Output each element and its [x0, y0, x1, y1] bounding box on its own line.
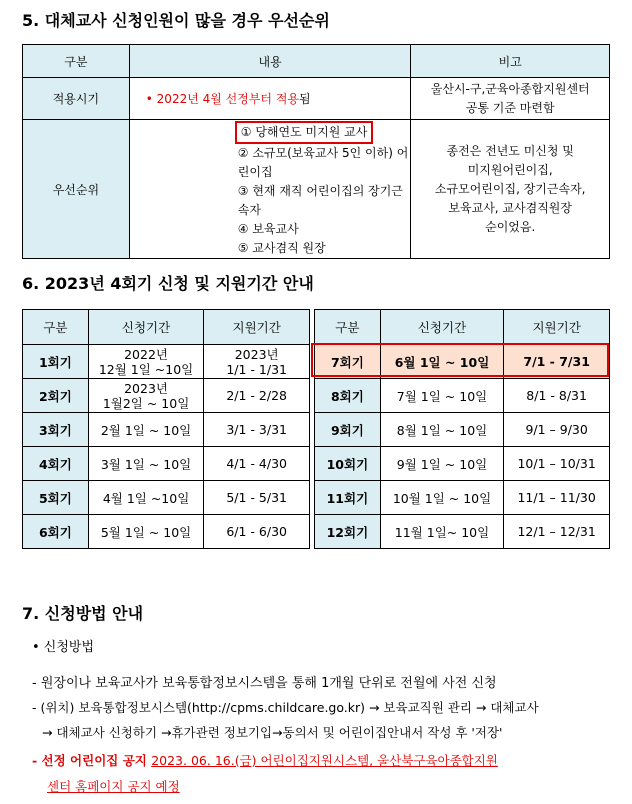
note-line: 미지원어린이집, [467, 162, 553, 177]
notice-line-2: 센터 홈페이지 공지 예정 [47, 779, 180, 794]
round-4: 4회기 [23, 447, 89, 481]
apply-period-highlight: 2022년 4월 선정부터 적용 [156, 92, 300, 106]
support-period: 5/1 - 5/31 [204, 481, 310, 515]
header-round: 구분 [314, 310, 380, 345]
note-line: 종전은 전년도 미신청 및 [446, 143, 574, 158]
support-period: 6/1 - 6/30 [204, 515, 310, 549]
apply-period: 5월 1일 ~ 10일 [88, 515, 204, 549]
row-label-priority: 우선순위 [23, 120, 130, 259]
apply-method-line-3: → 대체교사 신청하기 →휴가관련 정보기입→동의서 및 어린이집안내서 작성 후 '저장' [42, 725, 503, 740]
round-3: 3회기 [23, 413, 89, 447]
apply-period: 2022년 12월 1일 ~10일 [88, 345, 204, 379]
header-support-period: 지원기간 [504, 310, 610, 345]
support-period-highlighted: 7/1 - 7/31 [504, 345, 610, 379]
apply-period: 10월 1일 ~ 10일 [380, 481, 504, 515]
support-period: 3/1 - 3/31 [204, 413, 310, 447]
support-period: 11/1 – 11/30 [504, 481, 610, 515]
apply-period: 2월 1일 ~ 10일 [88, 413, 204, 447]
apply-period: 8월 1일 ~ 10일 [380, 413, 504, 447]
note-line: 보육교사, 교사겸직원장 [448, 200, 572, 215]
priority-item-5: ⑤ 교사겸직 원장 [237, 241, 326, 255]
apply-period-content [129, 78, 411, 120]
apply-method-line-1: - 원장이나 보육교사가 보육통합정보시스템을 통해 1개월 단위로 전월에 사전 신청 [32, 676, 497, 691]
header-apply-period: 신청기간 [380, 310, 504, 345]
round-8: 8회기 [314, 379, 380, 413]
note-line: 공통 기준 마련함 [465, 100, 555, 115]
row-label-apply-period: 적용시기 [23, 78, 130, 120]
apply-method-bullet: • 신청방법 [32, 640, 95, 655]
section5-heading: 5. 대체교사 신청인원이 많을 경우 우선순위 [22, 11, 330, 30]
round-7: 7회기 [314, 345, 380, 379]
header-apply-period: 신청기간 [88, 310, 204, 345]
priority-item-4: ④ 보육교사 [237, 222, 299, 236]
header-round: 구분 [23, 310, 89, 345]
section7-heading: 7. 신청방법 안내 [22, 604, 144, 623]
support-period: 8/1 - 8/31 [504, 379, 610, 413]
support-period: 9/1 – 9/30 [504, 413, 610, 447]
header-category: 구분 [23, 45, 130, 78]
priority-list [129, 120, 411, 259]
apply-period: 2023년 1월2일 ~ 10일 [88, 379, 204, 413]
section6-heading: 6. 2023년 4회기 신청 및 지원기간 안내 [22, 274, 314, 293]
apply-period: 3월 1일 ~ 10일 [88, 447, 204, 481]
round-12: 12회기 [314, 515, 380, 549]
round-9: 9회기 [314, 413, 380, 447]
priority-item-2: ② 소규모(보육교사 5인 이하) 어린이집 [237, 146, 409, 179]
header-note: 비고 [411, 45, 610, 78]
notice-date: 2023. 06. 16.(금) 어린이집지원시스템, 울산북구육아종합지원 [151, 753, 498, 768]
support-period: 2023년 1/1 - 1/31 [204, 345, 310, 379]
apply-period: 9월 1일 ~ 10일 [380, 447, 504, 481]
round-1: 1회기 [23, 345, 89, 379]
apply-method-line-2: - (위치) 보육통합정보시스템(http://cpms.childcare.go.kr) → 보육교직원 관리 → 대체교사 [32, 700, 539, 715]
schedule-table [22, 309, 610, 549]
note-line: 울산시-구,군육아종합지원센터 [430, 81, 590, 96]
round-10: 10회기 [314, 447, 380, 481]
priority-item-1: ① 당해연도 미지원 교사 [235, 121, 374, 144]
support-period: 2/1 - 2/28 [204, 379, 310, 413]
apply-period-note [411, 78, 610, 120]
notice-label: - 선정 어린이집 공지 [32, 753, 152, 768]
support-period: 4/1 - 4/30 [204, 447, 310, 481]
priority-item-3: ③ 현재 재직 어린이집의 장기근속자 [237, 184, 403, 217]
apply-period: 11월 1일~ 10일 [380, 515, 504, 549]
apply-period: 4월 1일 ~10일 [88, 481, 204, 515]
round-2: 2회기 [23, 379, 89, 413]
apply-period-tail: 됨 [299, 92, 311, 106]
priority-note [411, 120, 610, 259]
round-11: 11회기 [314, 481, 380, 515]
round-6: 6회기 [23, 515, 89, 549]
support-period: 12/1 – 12/31 [504, 515, 610, 549]
notice-line [32, 751, 498, 769]
bullet: • [145, 92, 157, 106]
apply-period: 7월 1일 ~ 10일 [380, 379, 504, 413]
priority-table [22, 44, 610, 259]
note-line: 순이었음. [485, 219, 536, 234]
support-period: 10/1 – 10/31 [504, 447, 610, 481]
apply-period-highlighted: 6월 1일 ~ 10일 [380, 345, 504, 379]
header-support-period: 지원기간 [204, 310, 310, 345]
note-line: 소규모어린이집, 장기근속자, [434, 181, 586, 196]
round-5: 5회기 [23, 481, 89, 515]
header-content: 내용 [129, 45, 411, 78]
